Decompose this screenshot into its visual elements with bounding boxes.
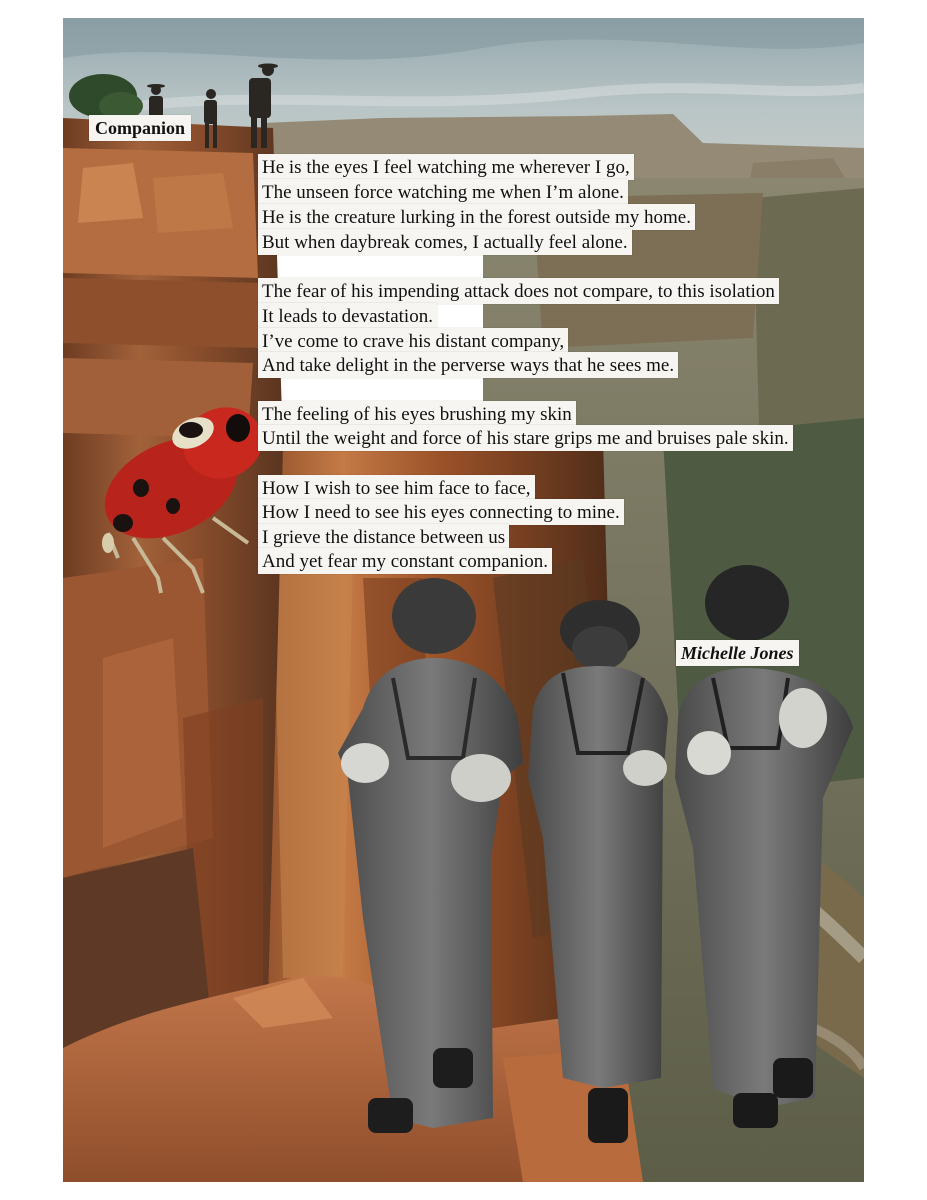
poem-line	[258, 303, 437, 329]
poem-line-text: How I wish to see him face to face,	[262, 478, 531, 499]
poem-line	[258, 524, 509, 550]
poem-line	[258, 328, 568, 354]
poem-line-text: I’ve come to crave his distant company,	[262, 331, 565, 352]
poem-line-text: How I need to see his eyes connecting to mine.	[262, 502, 620, 523]
poem-line	[258, 425, 793, 451]
poem-line	[258, 499, 624, 525]
poem-title-label	[89, 115, 191, 141]
poem-title-text: Companion	[95, 118, 186, 138]
poem-line-text: Until the weight and force of his stare grips me and bruises pale skin.	[262, 428, 789, 449]
poem-line	[258, 475, 535, 501]
poem-line-text: He is the creature lurking in the forest outside my home.	[262, 207, 691, 228]
poem-line-text: I grieve the distance between us	[262, 527, 506, 548]
author-name-text: Michelle Jones	[681, 643, 794, 663]
poem-line-text: He is the eyes I feel watching me wherever I go,	[262, 157, 630, 178]
poem-line	[258, 352, 678, 378]
poem-line-text: The unseen force watching me when I’m alone.	[262, 182, 624, 203]
poem-line	[258, 229, 632, 255]
poem-line-text: The fear of his impending attack does not compare, to this isolation	[262, 281, 775, 302]
poem-line-text: The feeling of his eyes brushing my skin	[262, 404, 572, 425]
poem-line-text: It leads to devastation.	[262, 306, 433, 327]
poem-line-text: But when daybreak comes, I actually feel alone.	[262, 232, 628, 253]
poem-line	[258, 179, 628, 205]
poem-line	[258, 278, 779, 304]
poem-line	[258, 204, 695, 230]
author-label	[676, 640, 799, 666]
poem-line	[258, 548, 552, 574]
poem-line-text: And take delight in the perverse ways that he sees me.	[262, 355, 675, 376]
poem-line-text: And yet fear my constant companion.	[262, 551, 548, 572]
poem-line	[258, 401, 576, 427]
poem-line	[258, 154, 634, 180]
